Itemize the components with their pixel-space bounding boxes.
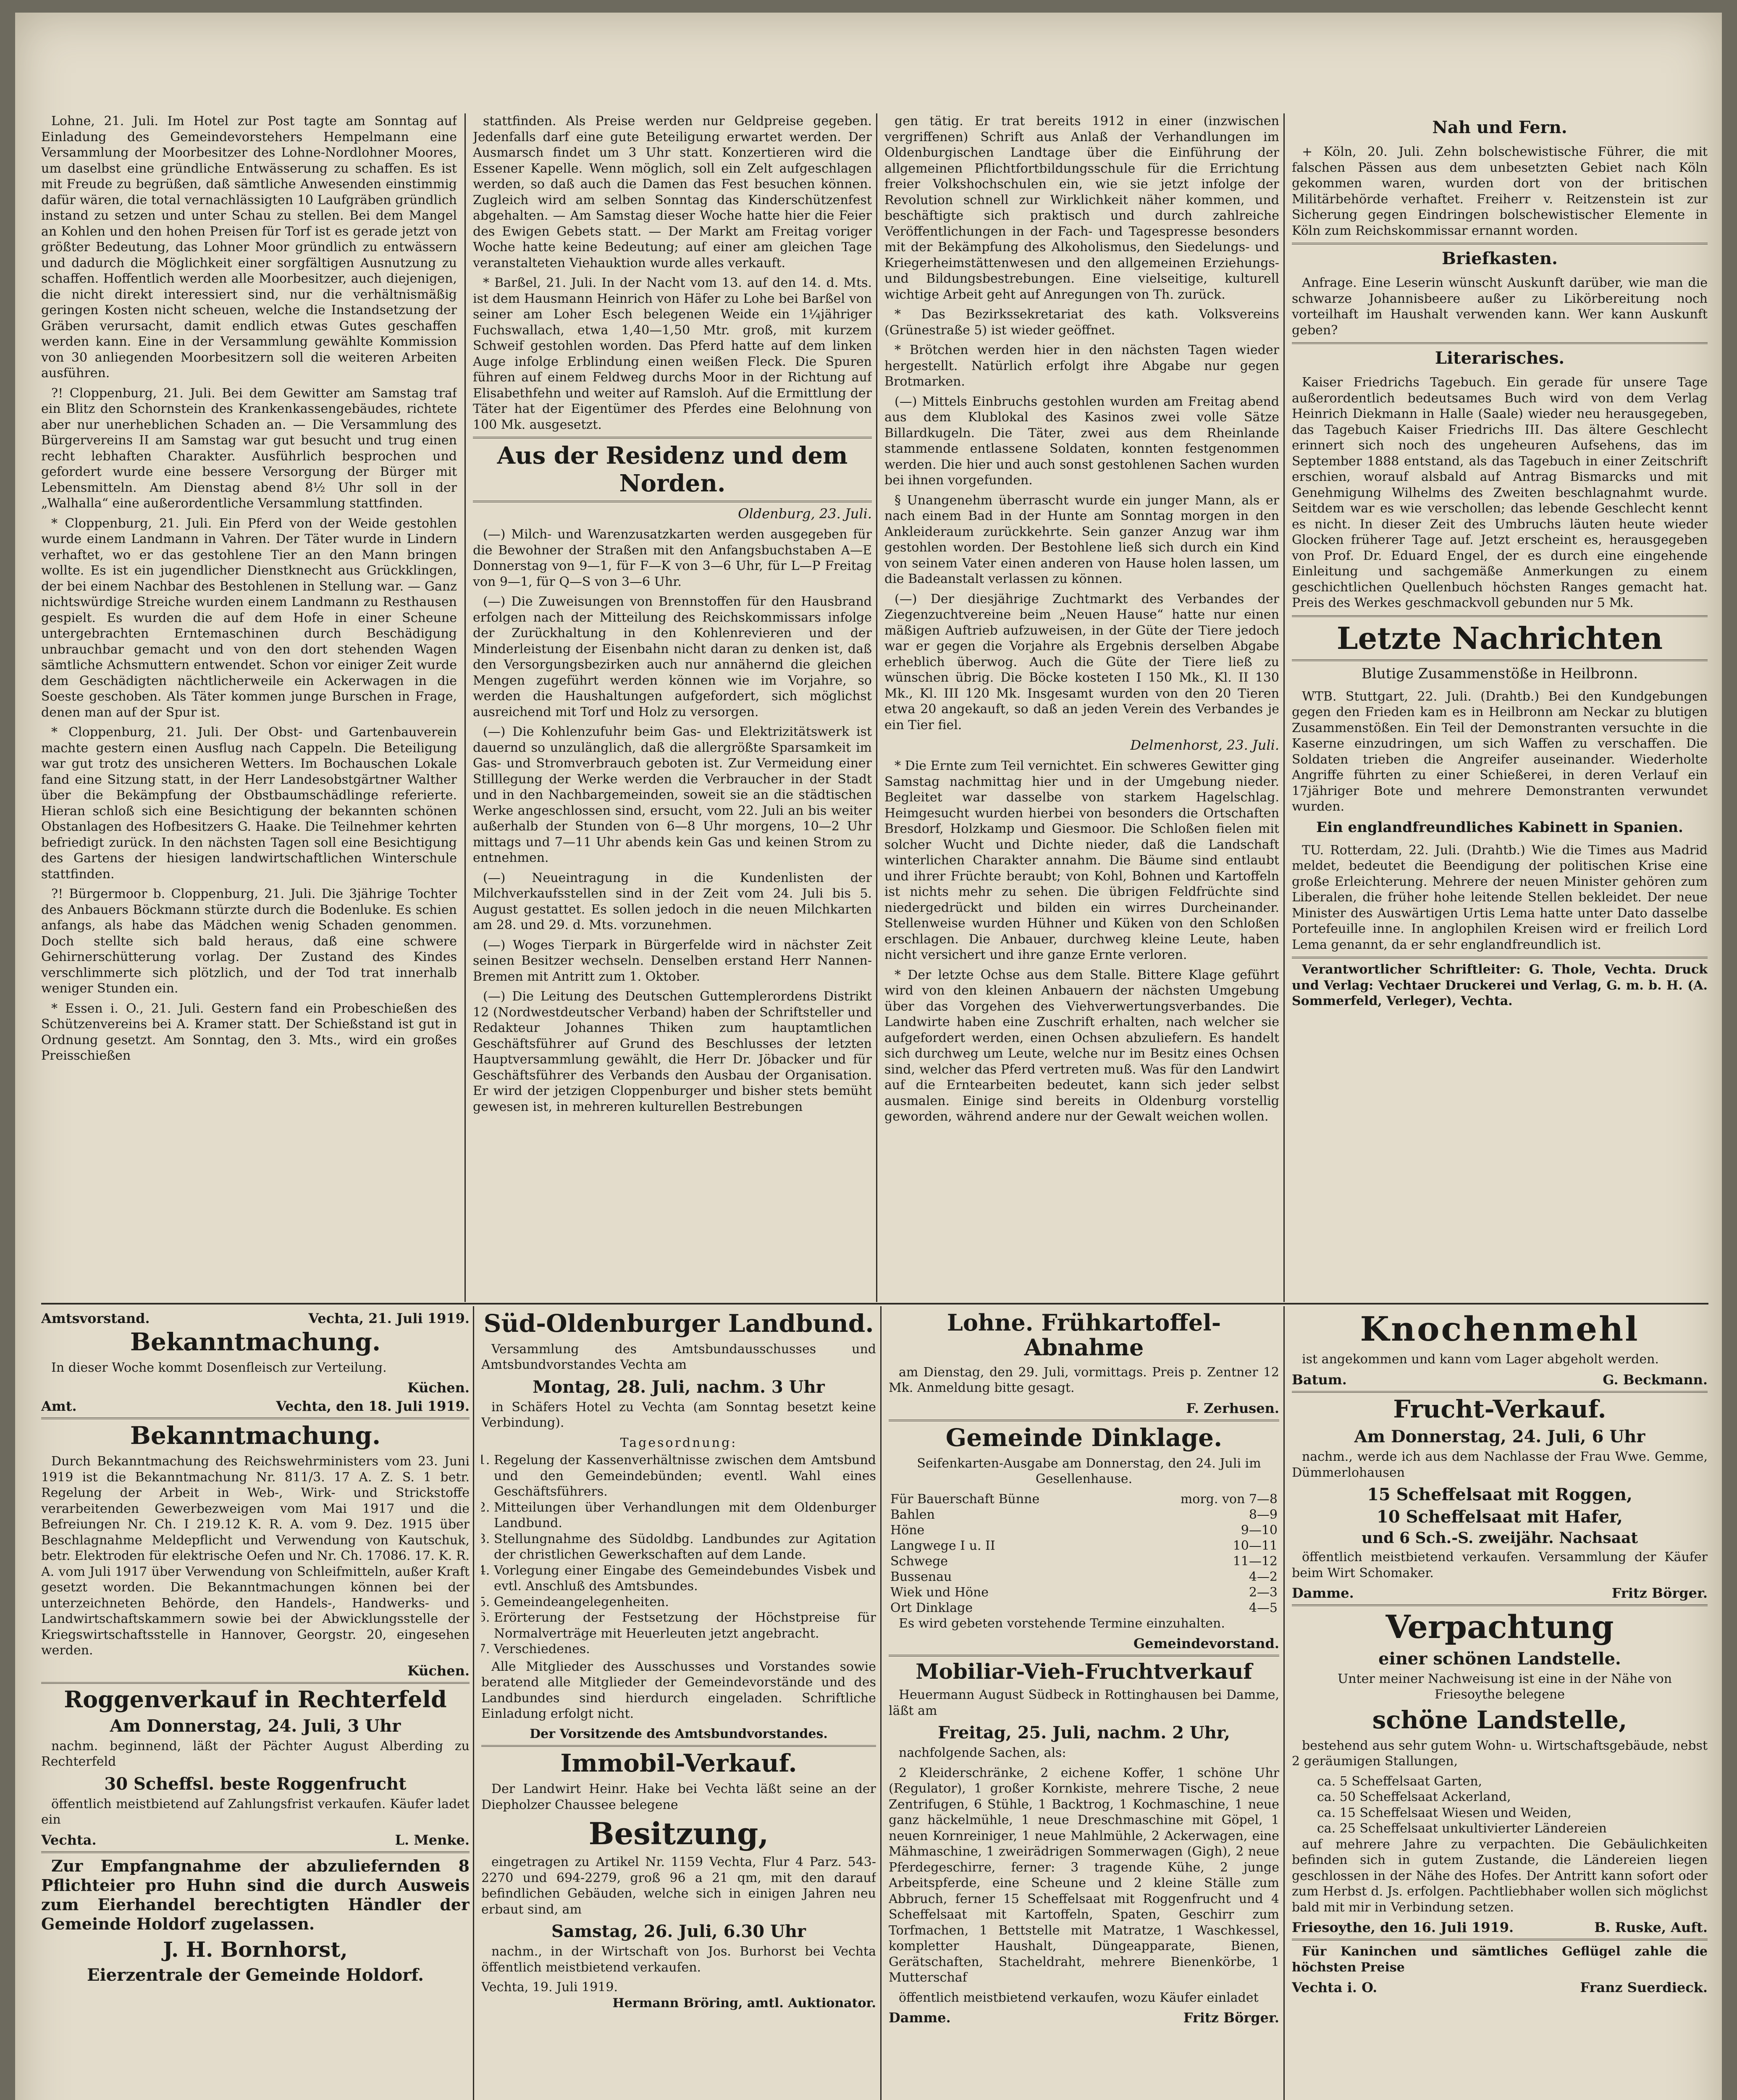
schedule-time: 4—5	[1249, 1600, 1278, 1615]
schedule-row	[889, 1585, 1279, 1600]
frucht-big2: 10 Scheffelsaat mit Hafer,	[1377, 1507, 1623, 1527]
agenda-item: 2. Mitteilungen über Verhandlungen mit dem Oldenburger Landbund.	[494, 1500, 876, 1531]
spain-paragraph: TU. Rotterdam, 22. Juli. (Drahtb.) Wie die Times aus Madrid meldet, bedeutet die Beendigung der politischen Krise eine große Erleichterung. Mehrere der neuen Minister gehören zum Liberalen, die früher hohe leitende Stellen bekleidet. Der neue Minister des Auswärtigen Urtis Lema hatte unter Dato dasselbe Portefeuille inne. In anglophilen Kreisen wird er freilich Lord Lema genannt, da er sehr englandfreundlich ist.	[1292, 843, 1708, 952]
ad1-sign: Küchen.	[407, 1380, 470, 1396]
immobil-text2: eingetragen zu Artikel Nr. 1159 Vechta, Flur 4 Parz. 543-2270 und 694-2279, groß 96 a 21 qm, mit den darauf befindlichen Gebäuden, welche sich in einigen Jahren neu erbaut sind, am	[481, 1855, 876, 1917]
knochenmehl-title: Knochenmehl	[1360, 1309, 1640, 1349]
nah-fern-title: Nah und Fern.	[1432, 118, 1567, 137]
ad3-title: Roggenverkauf in Rechterfeld	[64, 1685, 447, 1713]
landbund-agenda-title: Tagesordnung:	[620, 1435, 737, 1450]
col3a-paragraph: * Das Bezirkssekretariat des kath. Volksvereins (Grünestraße 5) ist wieder geöffnet.	[884, 307, 1279, 338]
lohne-head: Lohne.	[947, 1309, 1034, 1336]
dateline-delmenhorst: Delmenhorst, 23. Juli.	[1130, 737, 1279, 753]
column-4	[1292, 113, 1708, 1315]
immobil-place: Vechta, 19. Juli 1919.	[481, 1980, 618, 1995]
ad1-amt: Amt.	[41, 1398, 77, 1415]
verpachtung-big: schöne Landstelle,	[1372, 1705, 1627, 1734]
frucht-big3: und 6 Sch.-S. zweijähr. Nachsaat	[1361, 1529, 1638, 1547]
dinklage-schedule	[889, 1491, 1279, 1616]
ads-column-c	[889, 1308, 1279, 2100]
mobiliar-date: Freitag, 25. Juli, nachm. 2 Uhr,	[938, 1723, 1230, 1743]
col2b-paragraph: (—) Die Leitung des Deutschen Guttemplerordens Distrikt 12 (Nordwestdeutscher Verband) haben der Schriftsteller und Redakteur Johannes Thiken zum hauptamtlichen Geschäftsführer auf Grund des Beschlusses der letzten Hauptversammlung gewählt, die Herr Dr. Jöbacker und für Geschäftsführer des Verbands den Ausbau der Organisation. Er wird der jetzigen Cloppenburger und bisher stets bemüht gewesen ist, in mehreren kulturellen Bestrebungen	[473, 989, 872, 1114]
dinklage-text: Seifenkarten-Ausgabe am Donnerstag, den 24. Juli im Gesellenhause.	[917, 1456, 1261, 1487]
frühkartoffel-text: am Dienstag, den 29. Juli, vormittags. Preis p. Zentner 12 Mk. Anmeldung bitte gesagt.	[889, 1365, 1279, 1396]
col3a-paragraph: * Brötchen werden hier in den nächsten Tagen wieder hergestellt. Natürlich erfolgt ihre Abgabe nur gegen Brotmarken.	[884, 343, 1279, 389]
schedule-time: 10—11	[1233, 1538, 1278, 1553]
ad3-text2: öffentlich meistbietend auf Zahlungsfrist verkaufen. Käufer ladet ein	[41, 1796, 470, 1827]
verpachtung-item: ca. 50 Scheffelsaat Ackerland,	[1317, 1790, 1511, 1805]
frucht-title: Frucht-Verkauf.	[1393, 1394, 1606, 1423]
mobiliar-text3: öffentlich meistbietend verkaufen, wozu Käufer einladet	[899, 1990, 1259, 2005]
schedule-place: Bussenau	[890, 1569, 952, 1584]
ad2-sign: Küchen.	[407, 1662, 470, 1679]
ad3-name: L. Menke.	[395, 1832, 470, 1848]
schedule-time: 9—10	[1241, 1522, 1278, 1538]
schedule-row	[889, 1569, 1279, 1585]
immobil-text1: Der Landwirt Heinr. Hake bei Vechta läßt seine an der Diepholzer Chaussee belegene	[481, 1782, 876, 1812]
landbund-title: Süd-Oldenburger Landbund.	[483, 1309, 874, 1338]
verpachtung-title: Verpachtung	[1385, 1608, 1614, 1646]
spanien-title: Ein englandfreundliches Kabinett in Spanien.	[1316, 819, 1683, 836]
ad2-text: Durch Bekanntmachung des Reichswehrministers vom 23. Juni 1919 ist die Bekanntmachung Nr. 811/3. 17 A. Z. S. 1 betr. Regelung der Arbeit in Web-, Wirk- und Strickstoffe verarbeitenden Gewerbezweigen vom Mai 1917 und die Befreiungen Nr. Ch. I 219.12 K. R. A. vom 9. Dez. 1915 über Beschlagnahme Meldepflicht und Verwendung von Kautschuk, betr. Elektroden für elektrische Oefen und Nr. Ch. 17086. 17. K. R. A. vom Juli 1917 über Verwendung von Schleifmitteln, außer Kraft gesetzt worden. Die Bekanntmachungen können bei der unterzeichneten Behörde, den Handels-, Handwerks- und Landwirtschaftskammern sowie bei der Abwicklungsstelle der Kriegswirtschaftsstelle in Hannover, Georgstr. 20, eingesehen werden.	[41, 1454, 470, 1658]
column-2	[473, 113, 872, 1302]
verpachtung-place: Friesoythe, den 16. Juli 1919.	[1292, 1919, 1514, 1936]
mobiliar-list: 2 Kleiderschränke, 2 eichene Koffer, 1 schöne Uhr (Regulator), 1 großer Kornkiste, mehrere Tische, 2 neue Zentrifugen, 6 Stühle, 1 Backtrog, 1 Kochmaschine, 1 neue ganz häckelmühle, 1 neue Dreschmaschine mit Göpel, 1 neuen Kornreiniger, 1 neue Mahlmühle, 2 Ackerwagen, eine Mähmaschine, 1 zweirädrigen Sommerwagen (Gigh), 2 neue Pferdegeschirre, ferner: 3 tragende Kühe, 2 junge Arbeitspferde, eine Scheune und 2 kleine Ställe zum Abbruch, ferner 15 Scheffelsaat mit Roggenfrucht und 4 Scheffelsaat mit Kartoffeln, Spaten, Geschirr zum Torfmachen, 1 Bettstelle mit Matratze, 1 Waschkessel, kompletter Haushalt, Düngeapparate, Bienen, Gerätschaften, Stacheldraht, mehrere Bienenkörbe, 1 Mutterschaf	[889, 1765, 1279, 1985]
schedule-row	[889, 1600, 1279, 1616]
ad1-date2: Vechta, den 18. Juli 1919.	[276, 1398, 470, 1415]
ads-column-d	[1292, 1308, 1708, 2100]
imprint: Verantwortlicher Schriftleiter: G. Thole, Vechta. Druck und Verlag: Vechtaer Druckerei und Verlag, G. m. b. H. (A. Sommerfeld, Verleger), Vechta.	[1292, 962, 1708, 1008]
col2b-paragraph: (—) Milch- und Warenzusatzkarten werden ausgegeben für die Bewohner der Straßen mit den Anfangsbuchstaben A—E Donnerstag von 9—1, für F—K von 3—6 Uhr, für L—P Freitag von 9—1, für Q—S von 3—6 Uhr.	[473, 527, 872, 589]
ad4-name: J. H. Bornhorst,	[163, 1937, 348, 1962]
knochenmehl-text: ist angekommen und kann vom Lager abgeholt werden.	[1302, 1352, 1659, 1367]
col2b-paragraph: (—) Die Zuweisungen von Brennstoffen für den Hausbrand erfolgen nach der Mitteilung des Reichskommissars infolge der Zurückhaltung in den Kohlenrevieren und der Minderleistung der Eisenbahn nicht daran zu denken ist, daß den Versorgungsbezirken auch nur annähernd die gleichen Mengen zugeführt werden können wie im Vorjahre, so werden die Haushaltungen aufgefordert, sich möglichst ausreichend mit Torf und Holz zu versorgen.	[473, 594, 872, 719]
last-paragraph: WTB. Stuttgart, 22. Juli. (Drahtb.) Bei den Kundgebungen gegen den Frieden kam es in Heilbronn am Neckar zu blutigen Zusammenstößen. Ein Teil der Demonstranten versuchte in die Kaserne einzudringen, um sich Waffen zu verschaffen. Die Soldaten trieben die Angreifer auseinander. Wiederholte Angriffe führten zu einer Schießerei, in deren Verlauf ein 17jähriger Bote und mehrere Demonstranten verwundet wurden.	[1292, 689, 1708, 814]
schedule-row	[889, 1507, 1279, 1522]
frucht-place: Damme.	[1292, 1585, 1354, 1601]
ad1-title: Bekanntmachung.	[130, 1328, 381, 1356]
immobil-big: Besitzung,	[588, 1816, 769, 1852]
agenda-item: 5. Gemeindeangelegenheiten.	[494, 1594, 876, 1610]
schedule-place: Bahlen	[890, 1507, 935, 1522]
ad2-title: Bekanntmachung.	[130, 1421, 381, 1450]
dateline-oldenburg: Oldenburg, 23. Juli.	[738, 506, 872, 522]
mobiliar-name: Fritz Börger.	[1183, 2010, 1279, 2026]
knochenmehl-name: G. Beckmann.	[1603, 1371, 1708, 1388]
briefkasten-title: Briefkasten.	[1442, 249, 1558, 268]
lit-paragraph: Kaiser Friedrichs Tagebuch. Ein gerade für unsere Tage außerordentlich bedeutsames Buch wird von dem Verlag Heinrich Diekmann in Halle (Saale) wieder neu herausgegeben, das Tagebuch Kaiser Friedrichs III. Das ältere Geschlecht erinnert sich noch des ungeheuren Aufsehens, das im September 1888 entstand, als das Tagebuch in einer Zeitschrift erschien, worauf alsbald auf Antrag Bismarcks und mit Genehmigung Wilhelms des Zweiten beschlagnahmt wurde. Seitdem war es wie verschollen; das lebende Geschlecht kennt es nicht. In dieser Zeit des Umbruchs läuten heute wieder Glocken früherer Tage auf. Jetzt erscheint es, herausgegeben von Prof. Dr. Eduard Engel, der es durch eine eingehende Einleitung und sachgemäße Anmerkungen zu einem geschichtlichen Quellenbuch höchsten Ranges gemacht hat. Preis des Werkes geschmackvoll gebunden nur 5 Mk.	[1292, 375, 1708, 610]
mobiliar-text1: Heuermann August Südbeck in Rottinghausen bei Damme, läßt am	[889, 1688, 1279, 1718]
immobil-text3: nachm., in der Wirtschaft von Jos. Burhorst bei Vechta öffentlich meistbietend verkaufen.	[481, 1944, 876, 1975]
ad3-big: 30 Scheffsl. beste Roggenfrucht	[104, 1774, 407, 1794]
schedule-time: morg. von 7—8	[1180, 1491, 1278, 1507]
ad3-place: Vechta.	[41, 1832, 97, 1848]
landbund-intro: Versammlung des Amtsbundausschusses und Amtsbundvorstandes Vechta am	[481, 1341, 876, 1373]
ads-column-a	[41, 1308, 470, 2100]
ad1-date: Vechta, 21. Juli 1919.	[308, 1310, 470, 1326]
schedule-time: 4—2	[1249, 1569, 1278, 1584]
col3b-paragraph: * Der letzte Ochse aus dem Stalle. Bittere Klage geführt wird von den kleinen Anbauern der nächsten Umgebung über das Vorgehen des Viehverwertungsverbandes. Die Landwirte haben eine Zuschrift erhalten, nach welcher sie aufgefordert werden, einen Ochsen abzuliefern. Es handelt sich durchweg um Leute, welche nur im Besitz eines Ochsen sind, welcher das Pferd vertreten muß. Was für den Landwirt auf die Erntearbeiten bedeutet, kann sich jeder selbst ausmalen. Einige sind bereits in Oldenburg vorstellig geworden, während andere nur der Gewalt weichen wollen.	[884, 967, 1279, 1124]
immobil-sign: Hermann Bröring, amtl. Auktionator.	[612, 1995, 876, 2011]
col4a-paragraph: + Köln, 20. Juli. Zehn bolschewistische Führer, die mit falschen Pässen aus dem unbesetzten Gebiet nach Köln gekommen waren, wurden dort von der britischen Militärbehörde verhaftet. Freiherr v. Reitzenstein ist zur Sicherung gegen Eindringen bolschewistischer Elemente in Köln zum Reichskommissar ernannt worden.	[1292, 144, 1708, 238]
schedule-place: Langwege I u. II	[890, 1538, 995, 1553]
col3b-paragraph: * Die Ernte zum Teil vernichtet. Ein schweres Gewitter ging Samstag nachmittag hier und in der Umgebung nieder. Begleitet war dasselbe von starkem Hagelschlag. Heimgesucht wurden hierbei von besonders die Ortschaften Bresdorf, Holzkamp und Giesmoor. Die Schloßen fielen mit solcher Wucht und Dichte nieder, daß die Landschaft winterlichen Charakter annahm. Die Bäume sind entlaubt und ihrer Früchte beraubt; von Kohl, Bohnen und Kartoffeln ist nichts mehr zu sehen. Die übrigen Feldfrüchte sind niedergedrückt und bilden ein wirres Durcheinander. Stellenweise wurden Hühner und Küken von den Schloßen erschlagen. Die Anbauer, durchweg kleine Leute, haben nicht versichert und ihre ganze Ernte verloren.	[884, 759, 1279, 962]
verpachtung-item: ca. 25 Scheffelsaat unkultivierter Ländereien	[1317, 1821, 1607, 1836]
col2b-paragraph: (—) Die Kohlenzufuhr beim Gas- und Elektrizitätswerk ist dauernd so unzulänglich, daß die allergrößte Sparsamkeit im Gas- und Stromverbrauch geboten ist. Zur Vermeidung einer Stilllegung der Werke werden die Verbraucher in der Stadt und in den Nachbargemeinden, soweit sie an die städtischen Werke angeschlossen sind, ersucht, vom 22. Juli an bis weiter außerhalb der Stunden von 6—8 Uhr morgens, 10—2 Uhr mittags und 7—11 Uhr abends kein Gas und keinen Strom zu entnehmen.	[473, 724, 872, 865]
frühkartoffel-title: Frühkartoffel-Abnahme	[1024, 1309, 1221, 1361]
schedule-place: Wiek und Höne	[890, 1585, 989, 1600]
schedule-time: 2—3	[1249, 1585, 1278, 1600]
col2b-paragraph: (—) Woges Tierpark in Bürgerfelde wird in nächster Zeit seinen Besitzer wechseln. Denselben erstand Herr Nannen-Bremen mit Antritt zum 1. Oktober.	[473, 937, 872, 984]
newspaper-page	[15, 13, 1722, 2100]
frucht-big1: 15 Scheffelsaat mit Roggen,	[1367, 1485, 1632, 1505]
section-title: Aus der Residenz und dem Norden.	[497, 442, 848, 497]
frühkartoffel-sign: F. Zerhusen.	[1186, 1400, 1279, 1416]
agenda-item: 6. Erörterung der Festsetzung der Höchstpreise für Normalverträge mit Heuerleuten jetzt angebracht.	[494, 1610, 876, 1641]
col2a-paragraph: stattfinden. Als Preise werden nur Geldpreise gegeben. Jedenfalls darf eine gute Beteiligung erwartet werden. Der Ausmarsch findet um 3 Uhr statt. Konzertieren wird die Essener Kapelle. Wenn möglich, soll ein Zelt aufgeschlagen werden, so daß auch die Damen das Fest besuchen können. Zugleich wird am selben Sonntag das Kinderschützenfest abgehalten. — Am Samstag dieser Woche hatte hier die Feier des Ewigen Gebets statt. — Der Markt am Freitag voriger Woche hatte keine Bedeutung; auf einer am gleichen Tage veranstalteten Viehauktion wurde alles verkauft.	[473, 114, 872, 270]
agenda-item: 4. Vorlegung einer Eingabe des Gemeindebundes Visbek und evtl. Anschluß des Amtsbundes.	[494, 1563, 876, 1594]
knochenmehl-place: Batum.	[1292, 1371, 1347, 1388]
col1-paragraph: ?! Cloppenburg, 21. Juli. Bei dem Gewitter am Samstag traf ein Blitz den Schornstein des Krankenkassengebäudes, richtete aber nur unerheblichen Schaden an. — Die Versammlung des Bürgervereins II am Samstag war gut besucht und trug einen recht lebhaften Charakter. Ausführlich besprochen und gefordert wurde eine bessere Versorgung der Bürger mit Lebensmitteln. Am Dienstag abend 8½ Uhr soll in der „Walhalla“ eine außerordentliche Versammlung stattfinden.	[41, 386, 457, 511]
ads-column-b	[481, 1308, 876, 2100]
landbund-place: in Schäfers Hotel zu Vechta (am Sonntag besetzt keine Verbindung).	[481, 1399, 876, 1431]
verpachtung-sub: einer schönen Landstelle.	[1378, 1648, 1621, 1669]
schedule-place: Für Bauerschaft Bünne	[890, 1491, 1040, 1507]
mobiliar-text2: nachfolgende Sachen, als:	[899, 1746, 1066, 1761]
column-1	[41, 113, 457, 1298]
schedule-place: Ort Dinklage	[890, 1600, 973, 1615]
dinklage-title: Gemeinde Dinklage.	[945, 1423, 1223, 1452]
col3a-paragraph: (—) Mittels Einbruchs gestohlen wurden am Freitag abend aus dem Klublokal des Kasinos zwei volle Sätze Billardkugeln. Die Täter, zwei aus dem Rheinlande stammende entlassene Soldaten, konnten festgenommen werden. Die hier und auch sonst gestohlenen Sachen wurden bei ihnen vorgefunden.	[884, 394, 1279, 488]
mobiliar-place: Damme.	[889, 2010, 951, 2026]
verpachtung-name: B. Ruske, Auft.	[1594, 1919, 1708, 1936]
column-3	[884, 113, 1279, 1302]
col3a-paragraph: gen tätig. Er trat bereits 1912 in einer (inzwischen vergriffenen) Schrift aus Anlaß der Verhandlungen im Oldenburgischen Landtage über die Einführung der allgemeinen Pflichtfortbildungsschule für die Errichtung freier Volkshochschulen ein, wie sie jetzt infolge der Revolution schnell zur Wirklichkeit näher kommen, und beschäftigte sich praktisch und durch zahlreiche Veröffentlichungen in der Fach- und Tagespresse besonders mit der Bekämpfung des Alkoholismus, den Siedelungs- und Kriegerheimstättenwesen und den allgemeinen Erziehungs- und Bildungsbestrebungen. Eine vielseitige, kulturell wichtige Arbeit geht auf Anregungen von Th. zurück.	[884, 114, 1279, 302]
frucht-date: Am Donnerstag, 24. Juli, 6 Uhr	[1354, 1427, 1645, 1447]
frucht-text2: öffentlich meistbietend verkaufen. Versammlung der Käufer beim Wirt Schomaker.	[1292, 1550, 1708, 1580]
ad1-text: In dieser Woche kommt Dosenfleisch zur Verteilung.	[51, 1360, 387, 1375]
ad4-text: Zur Empfangnahme der abzuliefernden 8 Pflichteier pro Huhn sind die durch Ausweis zum Eierhandel berechtigten Händler der Gemeinde Holdorf zugelassen.	[41, 1856, 470, 1933]
schedule-row	[889, 1554, 1279, 1569]
col1-paragraph: * Cloppenburg, 21. Juli. Der Obst- und Gartenbauverein machte gestern einen Ausflug nach Cappeln. Die Beteiligung war gut trotz des unsicheren Wetters. Im Bochauschen Lokale fand eine Sitzung statt, in der Herr Landesobstgärtner Walther über die Bekämpfung der Obstbaumschädlinge referierte. Hieran schloß sich eine Besichtigung der bekannten schönen Obstanlagen des Hofbesitzers G. Haake. Die Teilnehmer kehrten befriedigt zurück. In den nächsten Tagen soll eine Besichtigung des Gartens der hiesigen landwirtschaftlichen Winterschule stattfinden.	[41, 725, 457, 882]
immobil-date: Samstag, 26. Juli, 6.30 Uhr	[551, 1922, 806, 1942]
col3a-paragraph: (—) Der diesjährige Zuchtmarkt des Verbandes der Ziegenzuchtvereine beim „Neuen Hause“ hatte nur einen mäßigen Auftrieb aufzuweisen, in der Güte der Tiere jedoch war er gegen die Vorjahre als Ergebnis derselben Abgabe erheblich überwog. Auch die Güte der Tiere ließ zu wünschen übrig. Die Böcke kosteten I 150 Mk., Kl. II 130 Mk., Kl. III 120 Mk. Insgesamt wurden von den 20 Tieren etwa 20 angekauft, so daß an jeden Verein des Verbandes je ein Tier fiel.	[884, 591, 1279, 732]
dinklage-sign: Gemeindevorstand.	[1133, 1635, 1279, 1652]
landbund-sign: Der Vorsitzende des Amtsbundvorstandes.	[530, 1726, 828, 1741]
landbund-agenda	[494, 1452, 876, 1657]
brief-paragraph: Anfrage. Eine Leserin wünscht Auskunft darüber, wie man die schwarze Johannisbeere außer zu Likörbereitung noch vorteilhaft im Haushalt verwenden kann. Wer kann Auskunft geben?	[1292, 276, 1708, 338]
verpachtung-items	[1292, 1774, 1708, 1837]
agenda-item: 1. Regelung der Kassenverhältnisse zwischen dem Amtsbund und den Gemeindebünden; eventl. Wahl eines Geschäftsführers.	[494, 1452, 876, 1500]
verpachtung-text1: Unter meiner Nachweisung ist eine in der Nähe von Friesoythe belegene	[1337, 1671, 1672, 1702]
agenda-item: 7. Verschiedenes.	[494, 1641, 876, 1657]
schedule-time: 8—9	[1249, 1507, 1278, 1522]
heilbronn-subtitle: Blutige Zusammenstöße in Heilbronn.	[1361, 665, 1638, 682]
amtsvorstand: Amtsvorstand.	[41, 1310, 150, 1326]
col1-paragraph: ?! Bürgermoor b. Cloppenburg, 21. Juli. Die 3jährige Tochter des Anbauers Böckmann stürzte durch die Bodenluke. Es schien anfangs, als habe das Mädchen wenig Schaden genommen. Doch stellte sich bald heraus, daß eine schwere Gehirnerschütterung vorlag. Der Zustand des Kindes verschlimmerte sich plötzlich, und der Tod trat innerhalb weniger Stunden ein.	[41, 887, 457, 996]
col2a-paragraph: * Barßel, 21. Juli. In der Nacht vom 13. auf den 14. d. Mts. ist dem Hausmann Heinrich von Häfer zu Lohe bei Barßel von seiner am Loher Esch belegenen Weide ein 1¼jähriger Fuchswallach, etwa 1,40—1,50 Mtr. groß, mit kurzem Schweif gestohlen worden. Das Pferd hatte auf dem linken Auge infolge Erblindung einen weißen Fleck. Die Spuren führen auf einem Feldweg durchs Moor in der Richtung auf Elisabethfehn und weiter auf Ramsloh. Auf die Ermittlung der Täter hat der Eigentümer des Pferdes eine Belohnung von 100 Mk. ausgesetzt.	[473, 276, 872, 432]
geflügel-place: Vechta i. O.	[1292, 1979, 1378, 1996]
literarisches-title: Literarisches.	[1435, 348, 1565, 368]
mobiliar-title: Mobiliar-Vieh-Fruchtverkauf	[916, 1659, 1252, 1684]
verpachtung-text3: auf mehrere Jahre zu verpachten. Die Gebäulichkeiten befinden sich in gutem Zustande, die Ländereien liegen geschlossen in der Nähe des Hofes. Der Antritt kann sofort oder zum Herbst d. Js. erfolgen. Pachtliebhaber wollen sich möglichst bald mit mir in Verbindung setzen.	[1292, 1837, 1708, 1915]
col1-paragraph: * Cloppenburg, 21. Juli. Ein Pferd von der Weide gestohlen wurde einem Landmann in Vahren. Der Täter wurde in Lindern verhaftet, wo er das gestohlene Tier an den Mann bringen wollte. Es ist ein jugendlicher Dienstknecht aus Grückklingen, der bei einem Nachbar des Bestohlenen in Stellung war. — Ganz nichtswürdige Streiche wurden einem Landmann zu Resthausen gespielt. Es wurden die auf dem Hofe in einer Scheune untergebrachten Erntemaschinen durch Beschädigung unbrauchbar gemacht und von den dort stehenden Wagen sämtliche Achsmuttern entwendet. Schon vor einiger Zeit wurde dem Geschädigten nächtlicherweile ein Ackerwagen in die Soeste geschoben. Als Täter kommen junge Burschen in Frage, denen man auf der Spur ist.	[41, 516, 457, 720]
ad3-date: Am Donnerstag, 24. Juli, 3 Uhr	[110, 1716, 401, 1736]
ad3-text1: nachm. beginnend, läßt der Pächter August Alberding zu Rechterfeld	[41, 1738, 470, 1769]
frucht-text1: nachm., werde ich aus dem Nachlasse der Frau Wwe. Gemme, Dümmerlohausen	[1292, 1449, 1708, 1480]
schedule-time: 11—12	[1233, 1554, 1278, 1569]
letzte-nachrichten-title: Letzte Nachrichten	[1336, 620, 1663, 656]
landbund-text: Alle Mitglieder des Ausschusses und Vorstandes sowie beratend alle Mitglieder der Gemeindevorstände und des Landbundes sind hierdurch eingeladen. Schriftliche Einladung erfolgt nicht.	[481, 1659, 876, 1722]
geflügel-text: Für Kaninchen und sämtliches Geflügel zahle die höchsten Preise	[1292, 1944, 1708, 1975]
col1-paragraph: * Essen i. O., 21. Juli. Gestern fand ein Probeschießen des Schützenvereins bei A. Kramer statt. Der Schießstand ist gut in Ordnung gesetzt. Am Sonntag, den 3. Mts., wird ein großes Preisschießen	[41, 1001, 457, 1063]
schedule-row	[889, 1538, 1279, 1554]
immobil-title: Immobil-Verkauf.	[560, 1749, 797, 1778]
agenda-item: 3. Stellungnahme des Südoldbg. Landbundes zur Agitation der christlichen Gewerkschaften auf dem Lande.	[494, 1531, 876, 1563]
col2b-paragraph: (—) Neueintragung in die Kundenlisten der Milchverkaufsstellen sind in der Zeit vom 24. Juli bis 5. August gestattet. Es sollen jedoch in die neuen Milchkarten am 28. und 29. d. Mts. vorzunehmen.	[473, 870, 872, 932]
ad4-sub: Eierzentrale der Gemeinde Holdorf.	[87, 1965, 424, 1985]
verpachtung-text2: bestehend aus sehr gutem Wohn- u. Wirtschaftsgebäude, nebst 2 geräumigen Stallungen,	[1292, 1738, 1708, 1769]
col1-paragraph: Lohne, 21. Juli. Im Hotel zur Post tagte am Sonntag auf Einladung des Gemeindevorstehers Hempelmann eine Versammlung der Moorbesitzer des Lohne-Nordlohner Moores, um daselbst eine gründliche Entwässerung zu schaffen. Es ist mit Freude zu begrüßen, daß sämtliche Anwesenden einstimmig dafür wären, die total vernachlässigten 10 Laufgräben gründlich instand zu setzen und unter Schau zu stellen. Bei dem Mangel an Kohlen und den hohen Preisen für Torf ist es gerade jetzt von größter Bedeutung, das Lohner Moor gründlich zu entwässern und dadurch die Möglichkeit einer sorgfältigen Ausnutzung zu schaffen. Hoffentlich werden alle Moorbesitzer, auch diejenigen, die nicht direkt interessiert sind, nur die verhältnismäßig geringen Kosten nicht scheuen, welche die Instandsetzung der Gräben verursacht, damit endlich etwas Gutes geschaffen werden kann. Eine in der Versammlung gewählte Kommission von 30 anliegenden Moorbesitzern soll die weiteren Arbeiten ausführen.	[41, 114, 457, 381]
schedule-place: Höne	[890, 1522, 925, 1538]
frucht-name: Fritz Börger.	[1611, 1585, 1708, 1601]
dinklage-note: Es wird gebeten vorstehende Termine einzuhalten.	[899, 1616, 1225, 1631]
geflügel-name: Franz Suerdieck.	[1580, 1979, 1708, 1996]
verpachtung-item: ca. 5 Scheffelsaat Garten,	[1317, 1774, 1482, 1789]
schedule-row	[889, 1491, 1279, 1507]
schedule-row	[889, 1522, 1279, 1538]
verpachtung-item: ca. 15 Scheffelsaat Wiesen und Weiden,	[1317, 1805, 1572, 1820]
schedule-place: Schwege	[890, 1554, 948, 1569]
col3a-paragraph: § Unangenehm überrascht wurde ein junger Mann, als er nach einem Bad in der Hunte am Sonntag morgen in den Ankleideraum zurückkehrte. Sein ganzer Anzug war ihm gestohlen worden. Der Bestohlene ließ sich durch ein Kind von seinem Vater einen anderen von Hause holen lassen, um die Badeanstalt verlassen zu können.	[884, 493, 1279, 586]
landbund-date: Montag, 28. Juli, nachm. 3 Uhr	[533, 1377, 825, 1397]
